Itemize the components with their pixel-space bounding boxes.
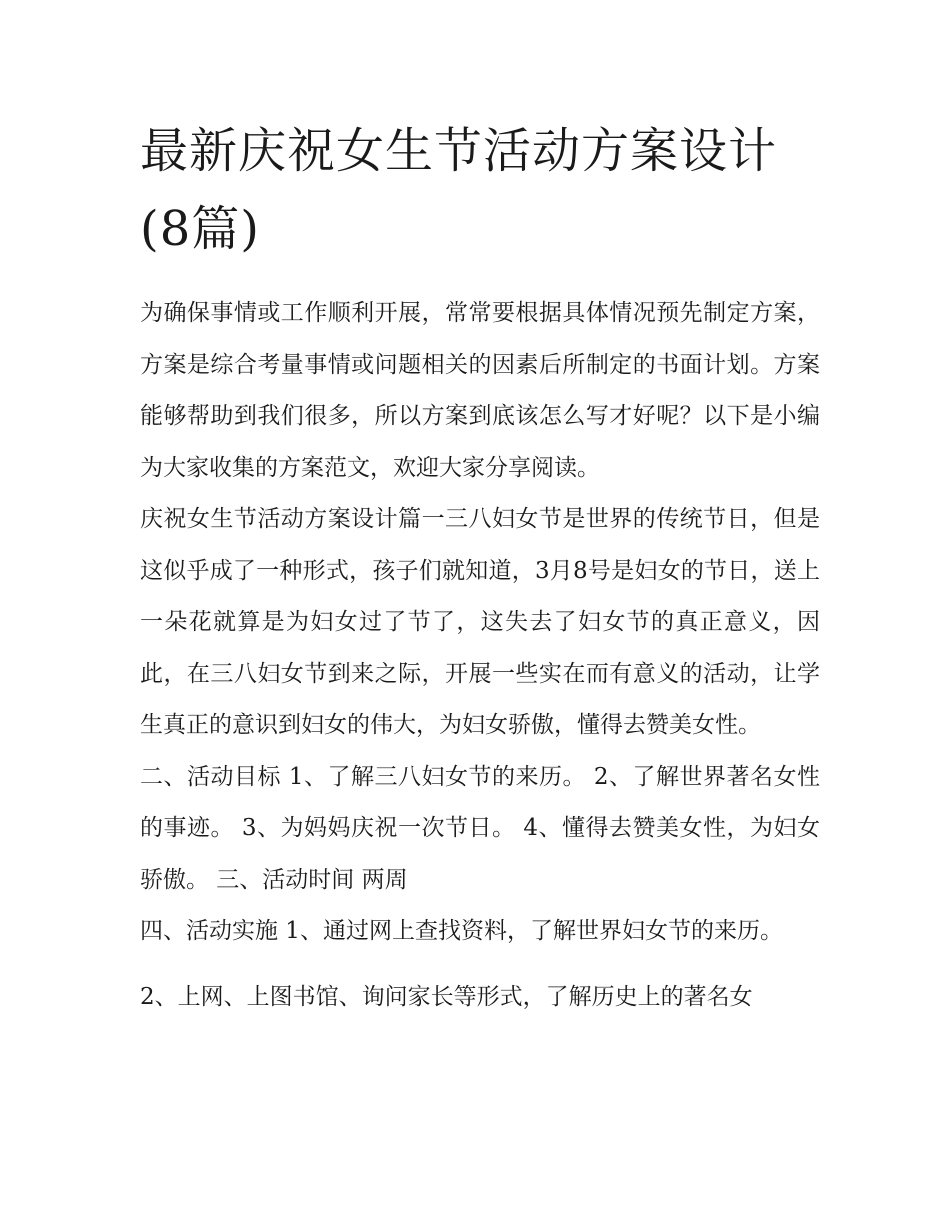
paragraph-step-two: 2、上网、上图书馆、询问家长等形式，了解历史上的著名女	[140, 983, 753, 1010]
document-body	[140, 288, 820, 1023]
document-title: 最新庆祝女生节活动方案设计 (8篇)	[140, 123, 778, 257]
paragraph-activity-implementation: 四、活动实施 1、通过网上查找资料，了解世界妇女节的来历。	[140, 918, 783, 944]
paragraph-intro: 为确保事情或工作顺利开展，常常要根据具体情况预先制定方案，方案是综合考量事情或问题相关的因素后所制定的书面计划。方案能够帮助到我们很多，所以方案到底该怎么写才好呢？以下是小编为大家收集的方案范文，欢迎大家分享阅读。	[140, 300, 820, 481]
paragraph-activity-goals: 二、活动目标 1、了解三八妇女节的来历。 2、了解世界著名女性的事迹。 3、为妈妈庆祝一次节日。 4、懂得去赞美女性，为妇女骄傲。 三、活动时间 两周	[140, 763, 820, 893]
paragraph-chapter-one: 庆祝女生节活动方案设计篇一三八妇女节是世界的传统节日，但是这似乎成了一种形式，孩子们就知道，3月8号是妇女的节日，送上一朵花就算是为妇女过了节了，这失去了妇女节的真正意义，因此，在三八妇女节到来之际，开展一些实在而有意义的活动，让学生真正的意识到妇女的伟大，为妇女骄傲，懂得去赞美女性。	[140, 506, 820, 738]
document-page	[140, 112, 820, 1023]
